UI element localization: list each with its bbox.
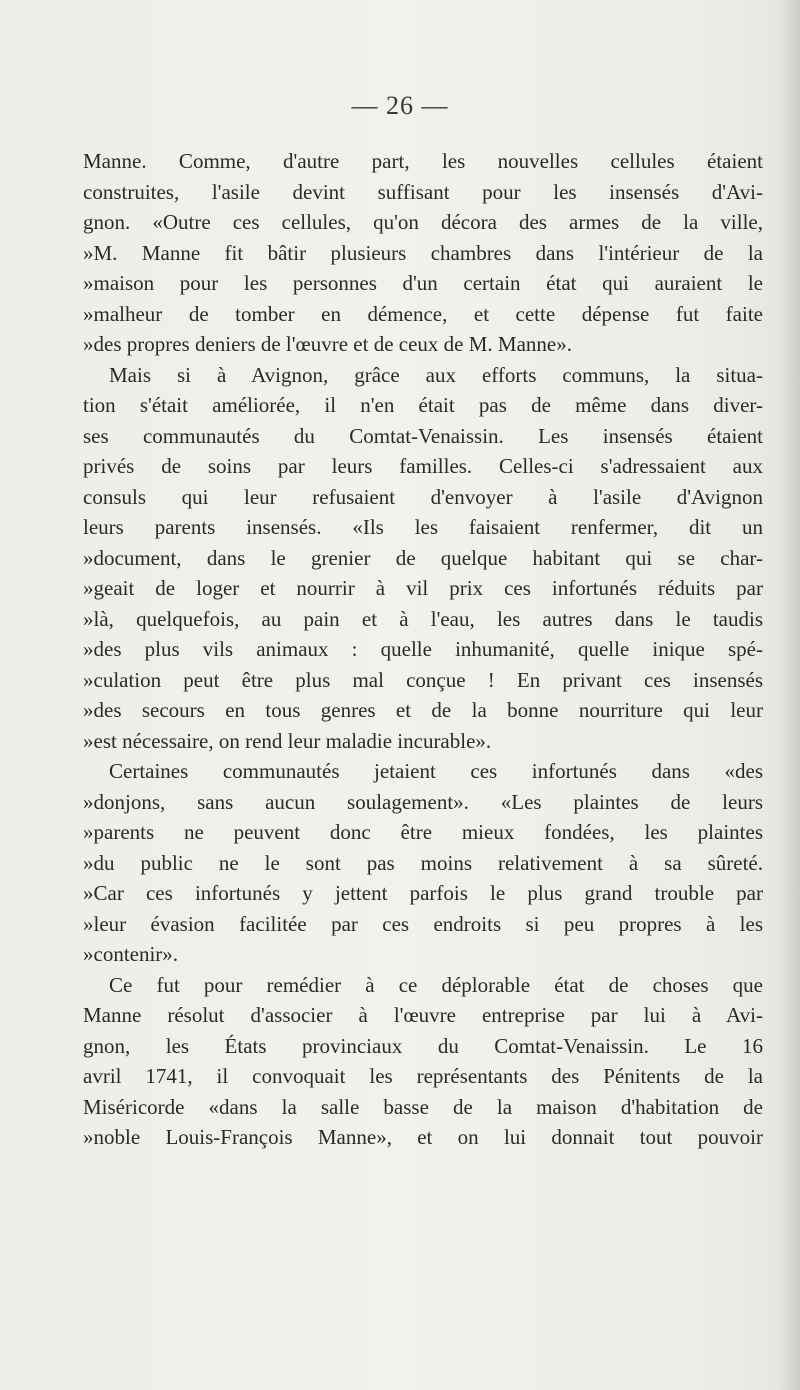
text-line: »donjons, sans aucun soulagement». «Les plaintes de leurs — [83, 789, 763, 814]
text-line: Miséricorde «dans la salle basse de la maison d'habitation de — [83, 1094, 763, 1119]
text-line: »culation peut être plus mal conçue ! En privant ces insensés — [83, 667, 763, 692]
text-line: Manne. Comme, d'autre part, les nouvelles cellules étaient — [83, 149, 763, 173]
text-line: leurs parents insensés. «Ils les faisaient renfermer, dit un — [83, 515, 763, 539]
text-line: »là, quelquefois, au pain et à l'eau, les autres dans le taudis — [83, 606, 763, 631]
text-line: »leur évasion facilitée par ces endroits si peu propres à les — [83, 911, 763, 936]
text-line: »des secours en tous genres et de la bonne nourriture qui leur — [83, 698, 763, 722]
text-line: gnon, les États provinciaux du Comtat-Venaissin. Le 16 — [83, 1033, 763, 1058]
text-line: Manne résolut d'associer à l'œuvre entreprise par lui à Avi- — [83, 1003, 763, 1027]
text-line: »noble Louis-François Manne», et on lui donnait tout pouvoir — [83, 1125, 763, 1149]
text-line: consuls qui leur refusaient d'envoyer à l'asile d'Avignon — [83, 484, 763, 509]
text-line: »M. Manne fit bâtir plusieurs chambres dans l'intérieur de la — [83, 240, 763, 265]
text-line: »Car ces infortunés y jettent parfois le plus grand trouble par — [83, 881, 763, 905]
text-line: avril 1741, il convoquait les représentants des Pénitents de la — [83, 1064, 763, 1088]
text-line: gnon. «Outre ces cellules, qu'on décora des armes de la ville, — [83, 210, 763, 234]
text-line: »parents ne peuvent donc être mieux fondées, les plaintes — [83, 820, 763, 844]
text-line: »des propres deniers de l'œuvre et de ceux de M. Manne». — [83, 332, 572, 356]
text-line: Certaines communautés jetaient ces infortunés dans «des — [109, 759, 763, 783]
body-text — [83, 146, 763, 1153]
text-line: »des plus vils animaux : quelle inhumanité, quelle inique spé- — [83, 637, 763, 661]
text-line: privés de soins par leurs familles. Celles-ci s'adressaient aux — [83, 454, 763, 478]
text-line: »est nécessaire, on rend leur maladie incurable». — [83, 728, 492, 753]
page-edge-shadow — [778, 0, 800, 1390]
text-line: construites, l'asile devint suffisant pour les insensés d'Avi- — [83, 179, 763, 204]
text-line: ses communautés du Comtat-Venaissin. Les insensés étaient — [83, 423, 763, 448]
text-line: »geait de loger et nourrir à vil prix ces infortunés réduits par — [83, 576, 763, 600]
text-line: Mais si à Avignon, grâce aux efforts communs, la situa- — [109, 362, 763, 387]
text-line: »contenir». — [83, 942, 179, 966]
text-line: Ce fut pour remédier à ce déplorable état de choses que — [109, 972, 763, 997]
text-line: tion s'était améliorée, il n'en était pas de même dans diver- — [83, 393, 763, 417]
text-line: »malheur de tomber en démence, et cette dépense fut faite — [83, 301, 763, 326]
text-line: »maison pour les personnes d'un certain état qui auraient le — [83, 271, 763, 295]
text-line: »document, dans le grenier de quelque habitant qui se char- — [83, 545, 763, 570]
page-number: — 26 — — [351, 91, 449, 120]
text-line: »du public ne le sont pas moins relativement à sa sûreté. — [83, 850, 763, 875]
